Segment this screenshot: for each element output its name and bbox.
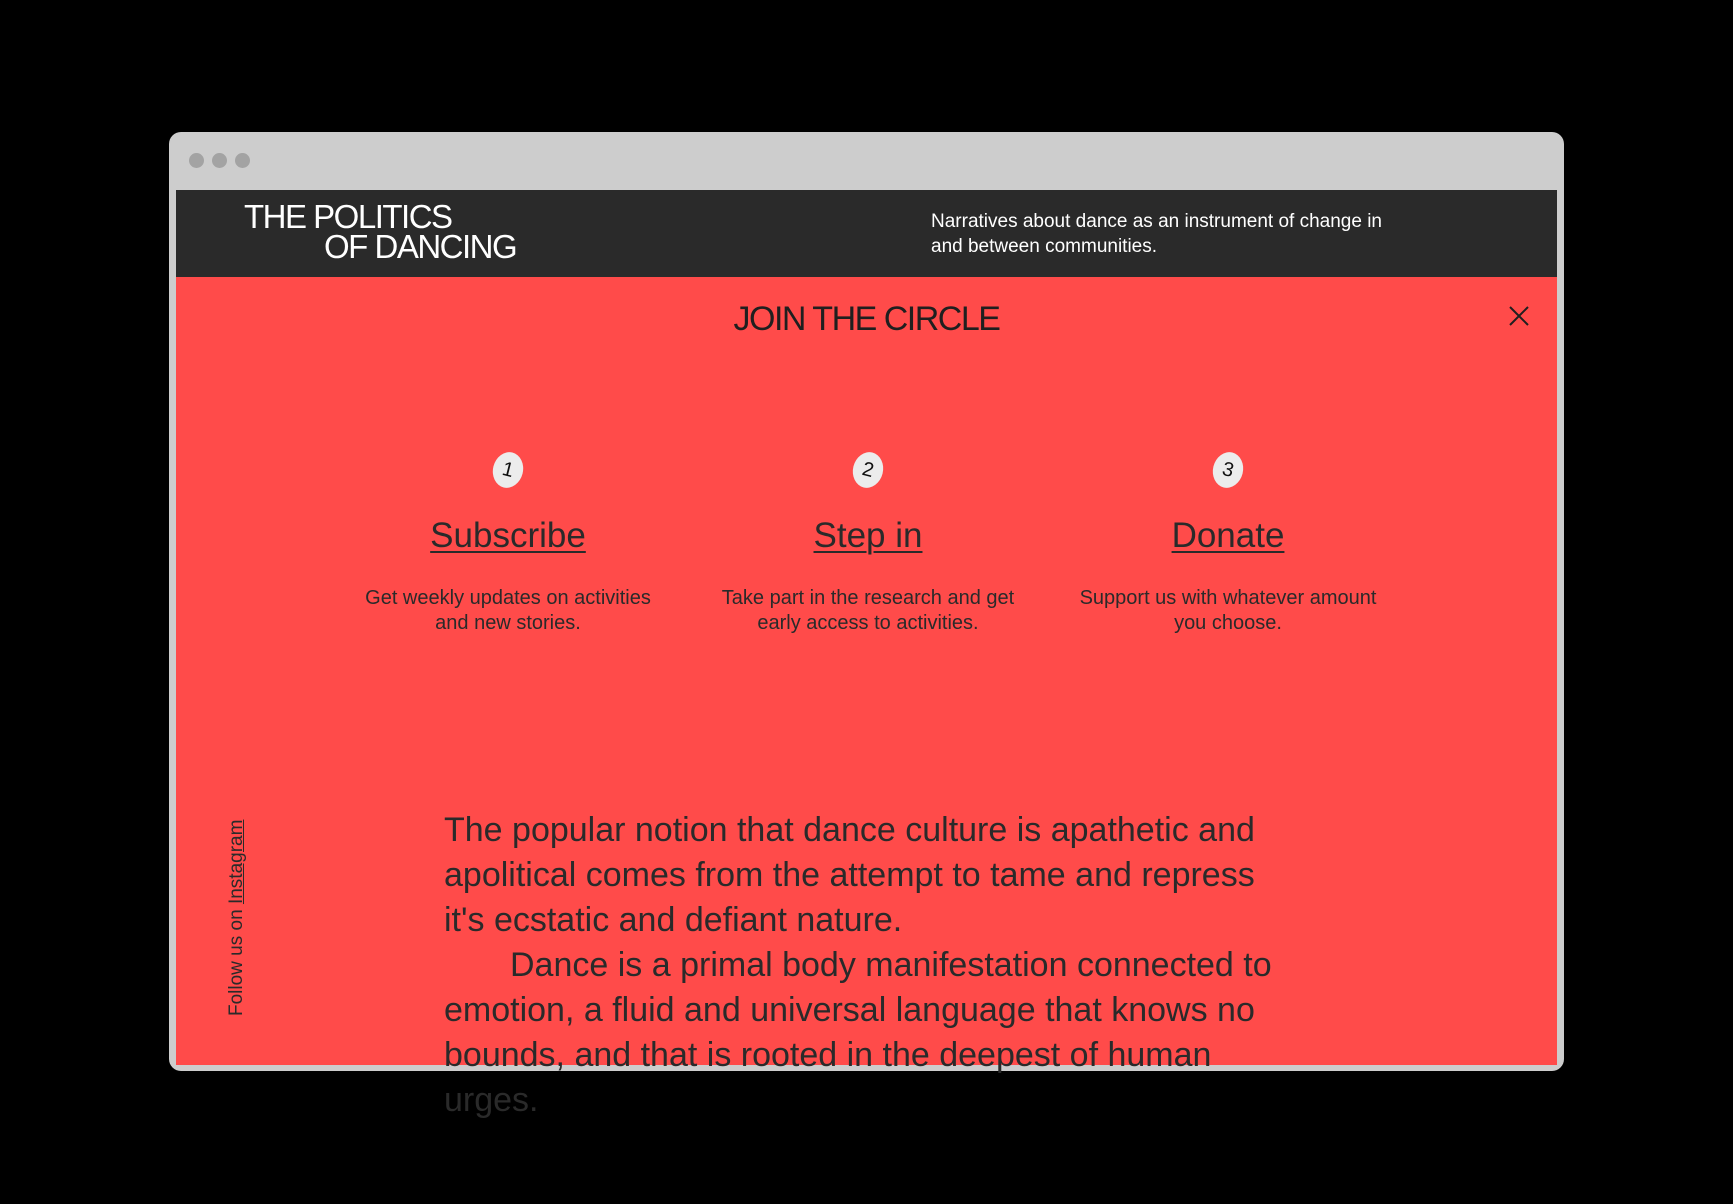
- follow-prefix: Follow us on: [226, 904, 247, 1016]
- window-maximize-dot[interactable]: [235, 153, 250, 168]
- logo-line-1: THE POLITICS: [244, 198, 452, 235]
- subscribe-link[interactable]: Subscribe: [430, 516, 586, 555]
- instagram-link[interactable]: Instagram: [226, 819, 247, 905]
- step-number-badge: 1: [489, 449, 527, 491]
- window-close-dot[interactable]: [189, 153, 204, 168]
- modal-title: JOIN THE CIRCLE: [733, 300, 1000, 338]
- step-number-badge: 2: [849, 449, 887, 491]
- step-number-badge: 3: [1209, 449, 1247, 491]
- window-minimize-dot[interactable]: [212, 153, 227, 168]
- page-viewport: [176, 190, 1557, 1119]
- intro-text: [444, 808, 1304, 1123]
- intro-paragraph-2: Dance is a primal body manifestation connected to emotion, a fluid and universal language that knows no bounds, and that is rooted in the deepest of human urges.: [444, 946, 1272, 1119]
- step-description: Support us with whatever amount you choose.: [1079, 587, 1377, 634]
- donate-link[interactable]: Donate: [1171, 516, 1285, 555]
- step-in-link[interactable]: Step in: [813, 516, 923, 555]
- step-subscribe: [343, 452, 673, 636]
- step-step-in: [703, 452, 1033, 636]
- site-header: [176, 190, 1557, 277]
- close-button[interactable]: [1507, 304, 1531, 328]
- browser-window: [169, 132, 1564, 1119]
- site-tagline: Narratives about dance as an instrument of change in and between communities.: [931, 211, 1382, 257]
- step-donate: [1063, 452, 1393, 636]
- step-description: Take part in the research and get early access to activities.: [721, 587, 1015, 634]
- intro-paragraph-1: The popular notion that dance culture is apathetic and apolitical comes from the attempt to tame and repress it's ecstatic and defiant nature.: [444, 811, 1255, 939]
- logo-line-2: OF DANCING: [324, 228, 517, 265]
- site-logo[interactable]: [244, 198, 517, 265]
- window-titlebar: [169, 132, 1564, 190]
- follow-instagram: [226, 820, 248, 1016]
- step-description: Get weekly updates on activities and new stories.: [365, 587, 651, 634]
- close-icon: [1507, 304, 1531, 328]
